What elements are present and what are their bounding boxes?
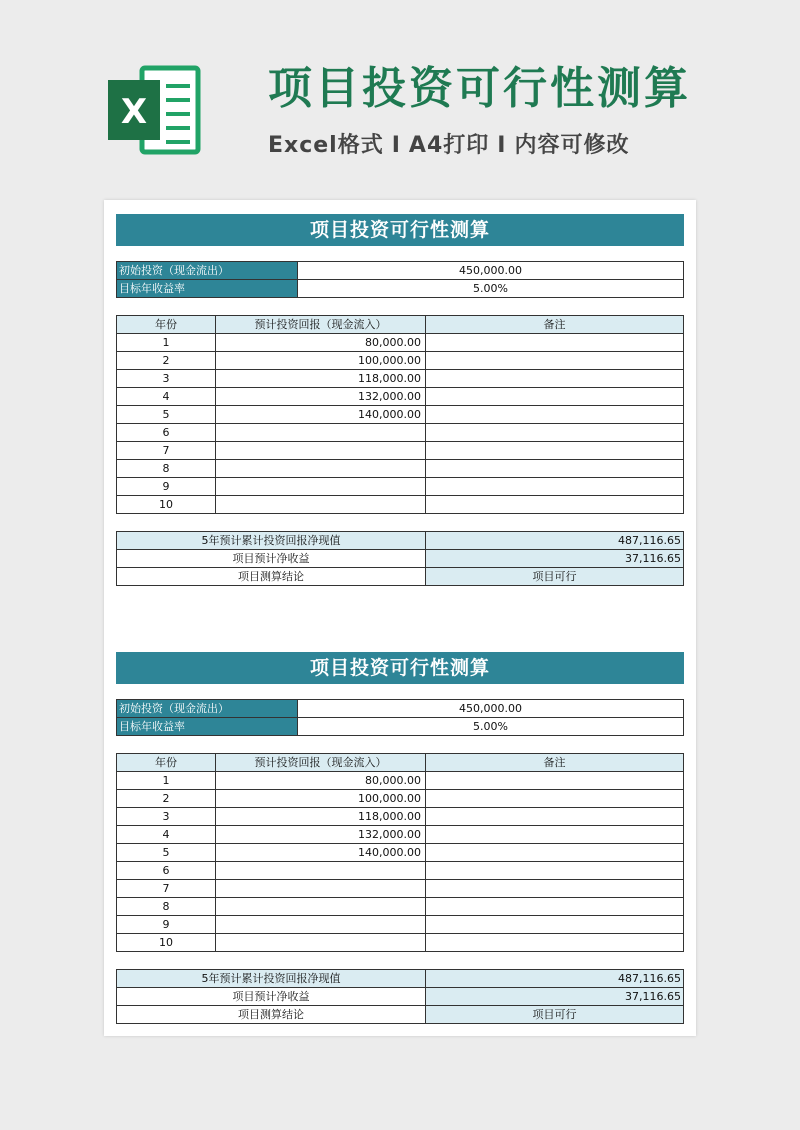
table-row [117,370,684,388]
net-income-value[interactable]: 37,116.65 [426,988,684,1006]
excel-logo-icon [104,60,204,160]
net-income-label: 项目预计净收益 [117,550,426,568]
target-rate-label: 目标年收益率 [117,718,298,736]
column-header-year: 年份 [117,316,216,334]
table-row [117,352,684,370]
note-cell[interactable] [426,406,684,424]
promo-header [0,0,800,190]
year-cell: 7 [117,442,216,460]
calculation-sheet [116,214,684,586]
note-cell[interactable] [426,862,684,880]
page-title: 项目投资可行性测算 [268,63,691,114]
note-cell[interactable] [426,334,684,352]
year-cell: 7 [117,880,216,898]
note-cell[interactable] [426,808,684,826]
conclusion-value[interactable]: 项目可行 [426,1006,684,1024]
note-cell[interactable] [426,898,684,916]
investment-info-table [116,699,684,736]
table-row [117,916,684,934]
year-cell: 5 [117,844,216,862]
note-cell[interactable] [426,844,684,862]
npv-label: 5年预计累计投资回报净现值 [117,970,426,988]
amount-cell[interactable]: 100,000.00 [216,352,426,370]
net-income-value[interactable]: 37,116.65 [426,550,684,568]
column-header-note: 备注 [426,754,684,772]
year-cell: 10 [117,496,216,514]
note-cell[interactable] [426,352,684,370]
table-row [117,388,684,406]
column-header-year: 年份 [117,754,216,772]
amount-cell[interactable]: 100,000.00 [216,790,426,808]
year-cell: 8 [117,898,216,916]
note-cell[interactable] [426,880,684,898]
amount-cell[interactable] [216,898,426,916]
table-row [117,262,684,280]
table-header-row [117,754,684,772]
note-cell[interactable] [426,496,684,514]
year-cell: 10 [117,934,216,952]
note-cell[interactable] [426,424,684,442]
target-rate-label: 目标年收益率 [117,280,298,298]
year-cell: 6 [117,862,216,880]
table-row [117,532,684,550]
summary-table [116,531,684,586]
year-cell: 5 [117,406,216,424]
table-row [117,568,684,586]
note-cell[interactable] [426,790,684,808]
table-row [117,1006,684,1024]
initial-investment-label: 初始投资（现金流出） [117,262,298,280]
subtitle-edit: 内容可修改 [514,133,630,158]
amount-cell[interactable] [216,424,426,442]
table-row [117,478,684,496]
note-cell[interactable] [426,478,684,496]
table-row [117,988,684,1006]
initial-investment-value[interactable]: 450,000.00 [298,700,684,718]
year-cell: 1 [117,334,216,352]
note-cell[interactable] [426,934,684,952]
year-cell: 2 [117,790,216,808]
year-cell: 9 [117,478,216,496]
table-row [117,334,684,352]
note-cell[interactable] [426,772,684,790]
amount-cell[interactable] [216,496,426,514]
table-row [117,442,684,460]
table-row [117,406,684,424]
note-cell[interactable] [426,460,684,478]
initial-investment-value[interactable]: 450,000.00 [298,262,684,280]
logo-letter: X [120,92,148,132]
year-cell: 8 [117,460,216,478]
target-rate-value[interactable]: 5.00% [298,718,684,736]
subtitle [268,128,629,159]
amount-cell[interactable]: 132,000.00 [216,826,426,844]
sheet-title: 项目投资可行性测算 [116,652,684,684]
note-cell[interactable] [426,388,684,406]
column-header-note: 备注 [426,316,684,334]
note-cell[interactable] [426,442,684,460]
table-row [117,934,684,952]
note-cell[interactable] [426,916,684,934]
table-row [117,280,684,298]
amount-cell[interactable] [216,934,426,952]
table-row [117,970,684,988]
year-cell: 3 [117,808,216,826]
amount-cell[interactable]: 140,000.00 [216,844,426,862]
amount-cell[interactable]: 140,000.00 [216,406,426,424]
table-row [117,862,684,880]
amount-cell[interactable] [216,916,426,934]
year-cell: 1 [117,772,216,790]
subtitle-separator: I [391,133,401,158]
calculation-sheet [116,652,684,1024]
target-rate-value[interactable]: 5.00% [298,280,684,298]
table-row [117,808,684,826]
sheet-title: 项目投资可行性测算 [116,214,684,246]
spreadsheet-page [104,200,696,1036]
npv-value[interactable]: 487,116.65 [426,532,684,550]
conclusion-label: 项目测算结论 [117,1006,426,1024]
net-income-label: 项目预计净收益 [117,988,426,1006]
subtitle-separator: I [497,133,507,158]
note-cell[interactable] [426,826,684,844]
column-header-return: 预计投资回报（现金流入） [216,316,426,334]
table-row [117,898,684,916]
table-row [117,880,684,898]
annual-returns-table [116,315,684,514]
table-row [117,460,684,478]
summary-table [116,969,684,1024]
year-cell: 2 [117,352,216,370]
table-row [117,700,684,718]
table-row [117,424,684,442]
year-cell: 4 [117,826,216,844]
annual-returns-table [116,753,684,952]
npv-label: 5年预计累计投资回报净现值 [117,532,426,550]
table-row [117,826,684,844]
table-header-row [117,316,684,334]
table-row [117,772,684,790]
table-row [117,718,684,736]
year-cell: 6 [117,424,216,442]
subtitle-print: A4打印 [408,133,490,158]
amount-cell[interactable]: 118,000.00 [216,808,426,826]
amount-cell[interactable]: 118,000.00 [216,370,426,388]
conclusion-label: 项目测算结论 [117,568,426,586]
investment-info-table [116,261,684,298]
amount-cell[interactable]: 80,000.00 [216,334,426,352]
initial-investment-label: 初始投资（现金流出） [117,700,298,718]
year-cell: 3 [117,370,216,388]
subtitle-format: Excel格式 [268,133,384,158]
note-cell[interactable] [426,370,684,388]
amount-cell[interactable]: 132,000.00 [216,388,426,406]
table-row [117,790,684,808]
table-row [117,496,684,514]
amount-cell[interactable] [216,880,426,898]
table-row [117,844,684,862]
conclusion-value[interactable]: 项目可行 [426,568,684,586]
npv-value[interactable]: 487,116.65 [426,970,684,988]
amount-cell[interactable] [216,478,426,496]
amount-cell[interactable] [216,862,426,880]
amount-cell[interactable]: 80,000.00 [216,772,426,790]
table-row [117,550,684,568]
amount-cell[interactable] [216,442,426,460]
year-cell: 4 [117,388,216,406]
amount-cell[interactable] [216,460,426,478]
column-header-return: 预计投资回报（现金流入） [216,754,426,772]
year-cell: 9 [117,916,216,934]
